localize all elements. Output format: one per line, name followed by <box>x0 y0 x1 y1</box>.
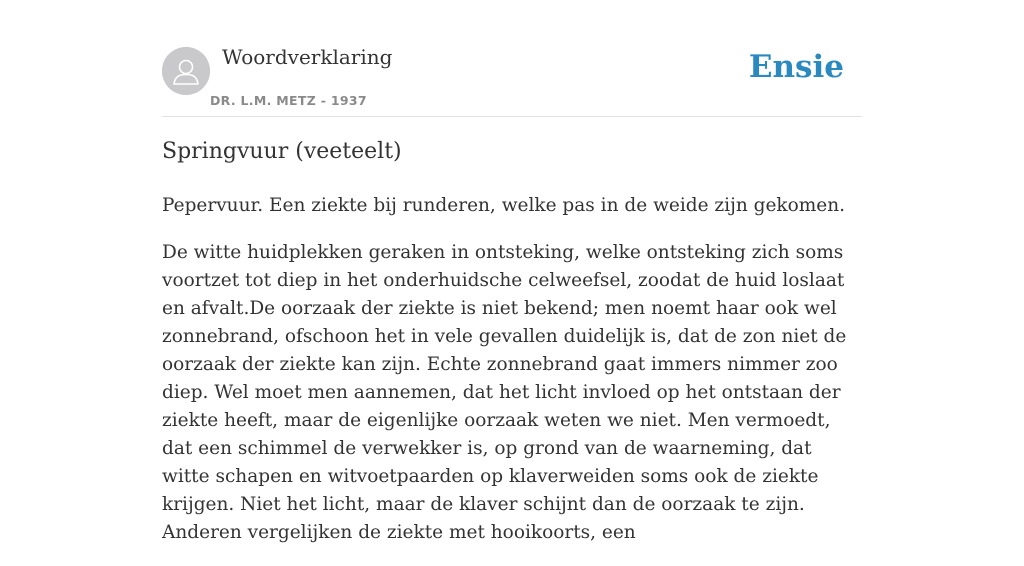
article-header <box>162 0 862 117</box>
author-byline: DR. L.M. METZ - 1937 <box>210 93 367 108</box>
article-body <box>162 192 862 566</box>
article-paragraph: Pepervuur. Een ziekte bij runderen, welke pas in de weide zijn gekomen. <box>162 195 846 216</box>
category-label: Woordverklaring <box>222 45 393 69</box>
user-icon <box>162 47 210 95</box>
article-paragraph: De witte huidplekken geraken in ontsteking, welke ontsteking zich soms voortzet tot diep in het onderhuidsche celweefsel, zoodat de huid loslaat en afvalt.De oorzaak der ziekte is niet bekend; men noemt haar ook wel zonnebrand, ofschoon het in vele gevallen duidelijk is, dat de zon niet de oorzaak der ziekte kan zijn. Echte zonnebrand gaat immers nimmer zoo diep. Wel moet men aannemen, dat het licht invloed op het ontstaan der ziekte heeft, maar de eigenlijke oorzaak weten we niet. Men vermoedt, dat een schimmel de verwekker is, op grond van de waarneming, dat witte schapen en witvoetpaarden op klaverweiden soms ook de ziekte krijgen. Niet het licht, maar de klaver schijnt dan de oorzaak te zijn. Anderen vergelijken de ziekte met hooikoorts, een <box>162 242 847 543</box>
brand-logo[interactable]: Ensie <box>748 49 844 85</box>
article-title: Springvuur (veeteelt) <box>162 139 402 164</box>
